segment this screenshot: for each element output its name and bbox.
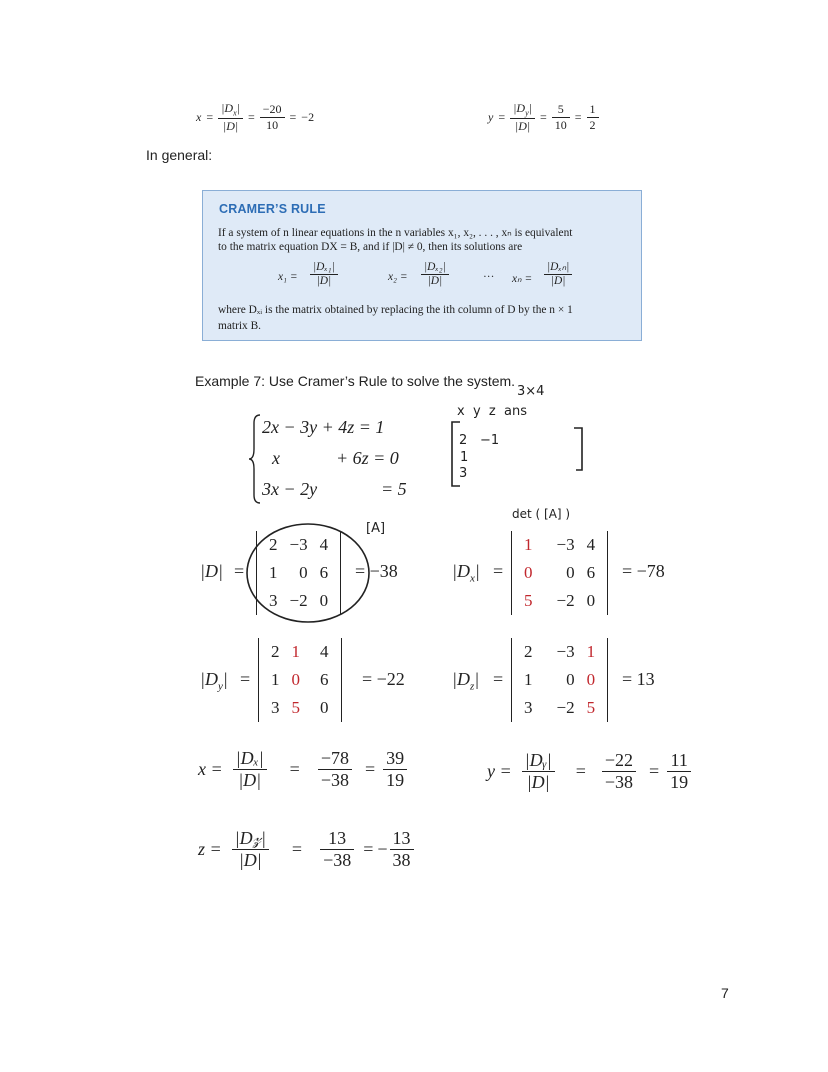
det-Dz-label: $|D_z|$ <box>452 669 480 693</box>
top-y-final: $\frac{1}{2}$ <box>587 103 599 132</box>
equation-1: 2x − 3y + 4z = 1 <box>262 417 385 437</box>
cramers-rule-line1: If a system of n linear equations in the n variables x₁, x₂, . . . , xₙ is equivalent <box>218 227 573 239</box>
det-Dy-eq: = <box>240 669 251 689</box>
cramers-rule-title: CRAMER’S RULE <box>219 202 326 216</box>
example-title: Example 7: Use Cramer’s Rule to solve the system. <box>195 373 516 389</box>
solution-z: z = $\frac{\text{|D𝓏|}}{|D|}$ = $\frac{13}{-38}$ = − $\frac{13}{38}$ <box>198 828 419 871</box>
hand-col1-r1: 2 <box>459 433 468 448</box>
det-Dx-label: $|D_x|$ <box>452 561 480 585</box>
det-D-value: = −38 <box>355 561 398 581</box>
top-y-result: y = $\frac{|D_y|}{|D|}$ = $\frac{5}{10}$ = $\frac{1}{2}$ <box>488 102 604 133</box>
cramers-frac-1: $\frac{\text{|Dₓ₁|}}{|D|}$ <box>310 261 338 289</box>
cramers-rule-formulas: x₁ = $\frac{\text{|Dₓ₁|}}{|D|}$ x₂ = $\frac{\text{|Dₓ₂|}}{|D|}$ ··· xₙ = |Dₓₙ| |D| <box>278 261 608 295</box>
det-Dx-value: = −78 <box>622 561 665 581</box>
hand-headers: x y z ans <box>457 404 527 419</box>
top-y-value: $\frac{5}{10}$ <box>552 103 570 132</box>
equation-3-right: = 5 <box>381 479 407 499</box>
top-x-var: x <box>196 109 202 124</box>
top-x-result: x = $\frac{|D_x|}{|D|}$ = $\frac{-20}{10}$ = −2 <box>196 101 315 133</box>
det-Dy-value: = −22 <box>362 669 405 689</box>
hand-col2-r1: −1 <box>480 433 500 448</box>
det-D-matrix: 2 −3 4 1 0 6 3 −2 0 <box>256 531 341 615</box>
solution-y: y = $\frac{\text{|Dᵧ|}}{|D|}$ = $\frac{-22}{-38}$ = $\frac{11}{19}$ <box>487 750 696 793</box>
det-Dx-matrix: 1 −3 4 0 0 6 5 −2 0 <box>511 531 608 615</box>
hand-det-label: det ( [A] ) <box>512 507 571 521</box>
top-y-var: y <box>488 109 494 124</box>
det-Dz-matrix: 2 −3 1 1 0 0 3 −2 5 <box>511 638 608 722</box>
system-of-equations <box>248 413 428 505</box>
hand-circle <box>242 520 374 626</box>
hand-col1-r2: 1 <box>460 450 469 465</box>
cramers-rule-line4: matrix B. <box>218 320 262 332</box>
page-number: 7 <box>721 985 729 1001</box>
solution-x: x = $\frac{\text{|Dₓ|}}{|D|}$ = $\frac{-78}{-38}$ = $\frac{39}{19}$ <box>198 748 412 791</box>
hand-dims: 3×4 <box>517 384 545 399</box>
cramers-frac-n: |Dₓₙ| |D| <box>544 261 572 289</box>
det-Dz-value: = 13 <box>622 669 655 689</box>
top-x-frac: $\frac{|D_x|}{|D|}$ <box>218 102 243 133</box>
det-D-label: |D| <box>200 561 223 581</box>
equation-2-left: x <box>272 448 280 468</box>
det-Dz-eq: = <box>493 669 504 689</box>
det-Dx-eq: = <box>493 561 504 581</box>
cramers-rule-box <box>202 190 642 341</box>
top-x-final: −2 <box>301 109 315 124</box>
cramers-rule-line2: to the matrix equation DX = B, and if |D| ≠ 0, then its solutions are <box>218 241 523 253</box>
top-y-frac: $\frac{|D_y|}{|D|}$ <box>510 102 535 133</box>
det-D-eq: = <box>234 561 245 581</box>
in-general-label: In general: <box>146 147 213 163</box>
equation-3-left: 3x − 2y <box>262 479 318 499</box>
left-brace <box>248 413 262 505</box>
cramers-frac-2: $\frac{\text{|Dₓ₂|}}{|D|}$ <box>421 261 449 289</box>
top-x-value: $\frac{-20}{10}$ <box>260 103 285 132</box>
det-Dy-matrix: 2 1 4 1 0 6 3 5 0 <box>258 638 342 722</box>
equation-2-right: + 6z = 0 <box>336 448 399 468</box>
hand-bracket <box>448 418 588 490</box>
det-Dy-label: $|D_y|$ <box>200 669 228 693</box>
cramers-rule-line3: where Dₓᵢ is the matrix obtained by replacing the ith column of D by the n × 1 <box>218 304 573 316</box>
hand-col1-r3: 3 <box>459 466 468 481</box>
hand-matrix-name: [A] <box>366 521 386 536</box>
